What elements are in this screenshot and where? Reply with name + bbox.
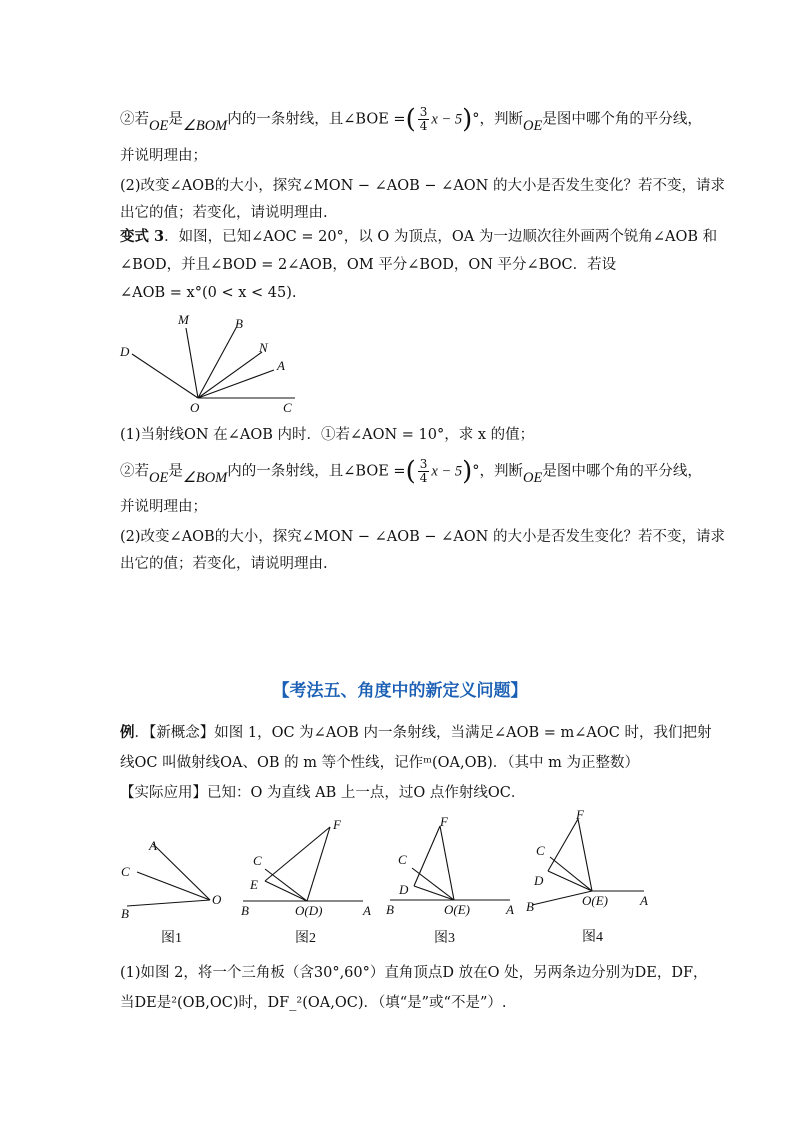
caption-fig3: 图3 bbox=[434, 931, 455, 946]
angle-figure bbox=[110, 310, 310, 415]
label-d: D bbox=[120, 344, 130, 359]
ray-om bbox=[186, 328, 198, 398]
svg-text:A: A bbox=[640, 893, 648, 908]
ray-oc bbox=[137, 872, 210, 900]
example-title: 例 bbox=[120, 724, 135, 741]
label-n: N bbox=[259, 340, 268, 355]
line-12: 出它的值；若变化，请说明理由. bbox=[120, 556, 328, 572]
side-ef bbox=[548, 819, 578, 871]
fraction: $\frac{3}{4}$ bbox=[419, 105, 428, 133]
figure-2 bbox=[235, 815, 380, 950]
line-6: ∠BOD，并且∠BOD = 2∠AOB，OM 平分∠BOD，ON 平分∠BOC．若设 bbox=[120, 257, 617, 273]
bom-label: ∠BOM bbox=[182, 117, 228, 134]
label-c: C bbox=[283, 400, 292, 415]
line-15: 【实际应用】已知：O 为直线 AB 上一点，过O 点作射线OC． bbox=[120, 785, 526, 801]
line-8: (1)当射线ON 在∠AOB 内时．①若∠AON = 10°，求 x 的值； bbox=[120, 427, 535, 443]
svg-text:D: D bbox=[534, 873, 544, 888]
label-o: O bbox=[190, 400, 200, 415]
svg-text:D: D bbox=[399, 882, 409, 897]
svg-text:C: C bbox=[253, 853, 262, 868]
ray-oc bbox=[550, 857, 592, 891]
svg-text:B: B bbox=[526, 899, 534, 914]
side-ef bbox=[265, 827, 330, 881]
side-df bbox=[307, 827, 330, 901]
ray-on bbox=[198, 352, 262, 398]
ray-oa bbox=[198, 370, 274, 398]
fraction: $\frac{3}{4}$ bbox=[419, 457, 428, 485]
line-7: ∠AOB = x°(0 < x < 45). bbox=[120, 285, 297, 301]
svg-text:A: A bbox=[363, 903, 371, 918]
svg-text:F: F bbox=[576, 807, 584, 822]
svg-text:B: B bbox=[241, 903, 249, 918]
caption-fig4: 图4 bbox=[582, 930, 603, 945]
side-ef bbox=[440, 826, 454, 900]
oe-label: OE bbox=[149, 117, 169, 134]
ray-oc bbox=[412, 868, 454, 900]
label-b: B bbox=[235, 316, 243, 331]
svg-text:O: O bbox=[212, 892, 222, 907]
line-10: 并说明理由； bbox=[120, 499, 207, 515]
line-4: 出它的值；若变化，请说明理由. bbox=[120, 205, 328, 221]
figure-4 bbox=[522, 805, 672, 950]
ray-ob bbox=[127, 900, 210, 906]
line-14: 线OC 叫做射线OA、OB 的 m 等个性线，记作ᵐ(OA,OB)．（其中 m 为正整数） bbox=[120, 755, 640, 771]
side-df bbox=[578, 819, 592, 891]
figure-1 bbox=[115, 830, 230, 950]
ray-od bbox=[132, 354, 198, 398]
label-a: A bbox=[277, 358, 285, 373]
side-de bbox=[265, 881, 307, 901]
svg-text:F: F bbox=[333, 817, 341, 832]
svg-text:A: A bbox=[149, 838, 157, 853]
line-13: 例．【新概念】如图 1，OC 为∠AOB 内一条射线，当满足∠AOB = m∠AOC 时，我们把射 bbox=[120, 724, 712, 741]
svg-text:C: C bbox=[398, 852, 407, 867]
svg-text:E: E bbox=[250, 877, 258, 892]
svg-text:O(E): O(E) bbox=[582, 893, 608, 908]
line-2: 并说明理由； bbox=[120, 148, 207, 164]
svg-text:O(E): O(E) bbox=[444, 902, 470, 917]
svg-text:B: B bbox=[121, 906, 129, 921]
line-11: (2)改变∠AOB的大小，探究∠MON − ∠AOB − ∠AON 的大小是否发生变化？若不变，请求 bbox=[120, 529, 725, 545]
svg-text:C: C bbox=[121, 864, 130, 879]
section-heading: 【考法五、角度中的新定义问题】 bbox=[272, 681, 528, 701]
svg-text:B: B bbox=[386, 902, 394, 917]
svg-text:F: F bbox=[440, 814, 448, 829]
ray-ob bbox=[198, 328, 236, 398]
line-5: 变式 3．如图，已知∠AOC = 20°，以 O 为顶点，OA 为一边顺次往外画两个锐角∠AOB 和 bbox=[120, 228, 718, 245]
ray-oc bbox=[265, 869, 307, 901]
caption-fig2: 图2 bbox=[295, 931, 316, 946]
side-de bbox=[414, 886, 454, 900]
figure-3 bbox=[382, 810, 527, 950]
side-de bbox=[548, 871, 592, 891]
line-16: (1)如图 2，将一个三角板（含30°,60°）直角顶点D 放在O 处，另两条边分别为DE，DF， bbox=[120, 965, 708, 981]
svg-text:O(D): O(D) bbox=[295, 903, 323, 918]
line-3: (2)改变∠AOB的大小，探究∠MON − ∠AOB − ∠AON 的大小是否发生变化？若不变，请求 bbox=[120, 178, 725, 194]
line-9: ②若OE是∠BOM内的一条射线，且∠BOE =( $\frac{3}{4}$ x − 5)°，判断OE是图中哪个角的平分线， bbox=[120, 456, 702, 487]
svg-text:C: C bbox=[536, 843, 545, 858]
variant-title: 变式 3 bbox=[120, 228, 165, 245]
line-17: 当DE是²(OB,OC)时，DF_²(OA,OC)．（填“是”或“不是”）. bbox=[120, 995, 507, 1011]
side-df bbox=[414, 826, 440, 886]
svg-text:A: A bbox=[506, 902, 514, 917]
line-1: ②若OE是∠BOM内的一条射线，且∠BOE =( $\frac{3}{4}$ x − 5)°，判断OE是图中哪个角的平分线， bbox=[120, 104, 702, 135]
label-m: M bbox=[178, 312, 189, 327]
caption-fig1: 图1 bbox=[161, 931, 182, 946]
ray-oa bbox=[153, 844, 210, 900]
